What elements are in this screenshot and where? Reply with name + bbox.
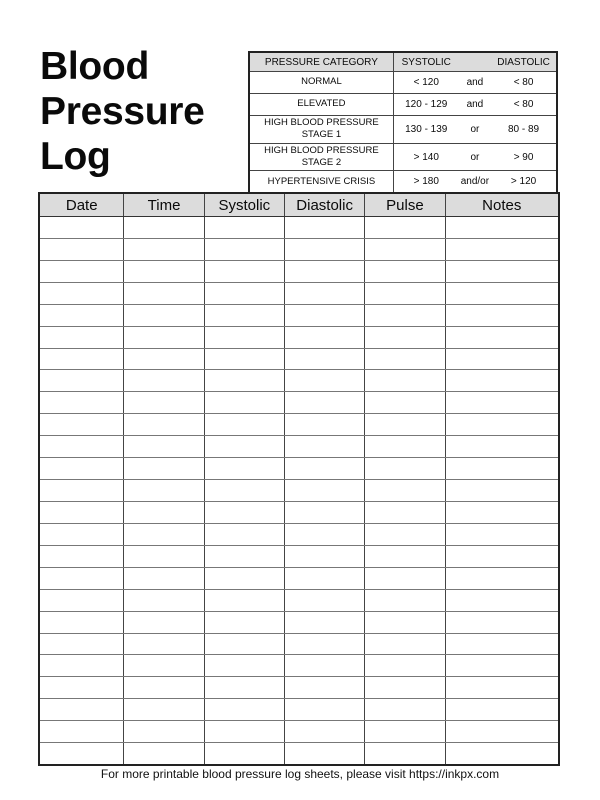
log-cell-notes [446,743,558,764]
log-cell-time [124,721,204,742]
log-cell-pulse [365,677,445,698]
log-row [40,283,558,305]
diastolic-value: 80 - 89 [507,123,540,135]
log-cell-notes [446,327,558,348]
log-cell-notes [446,502,558,523]
log-cell-time [124,239,204,260]
log-cell-systolic [205,458,285,479]
log-cell-date [40,436,124,457]
log-cell-notes [446,458,558,479]
log-cell-systolic [205,634,285,655]
log-cell-time [124,634,204,655]
log-cell-systolic [205,677,285,698]
log-cell-time [124,414,204,435]
log-cell-systolic [205,370,285,391]
log-row [40,568,558,590]
reference-header-values [394,53,556,71]
log-cell-date [40,721,124,742]
log-row [40,546,558,568]
log-cell-diastolic [285,502,365,523]
conjunction-label: or [470,151,480,163]
systolic-value: 130 - 139 [405,123,448,135]
log-cell-date [40,392,124,413]
reference-values [394,72,556,93]
log-cell-systolic [205,590,285,611]
log-cell-notes [446,699,558,720]
log-cell-time [124,524,204,545]
category-cell: HIGH BLOOD PRESSURE STAGE 2 [250,144,394,171]
log-cell-date [40,458,124,479]
log-cell-systolic [205,655,285,676]
log-cell-date [40,699,124,720]
log-cell-diastolic [285,612,365,633]
log-cell-date [40,239,124,260]
log-cell-notes [446,283,558,304]
log-cell-pulse [365,458,445,479]
conjunction-label: and [466,77,484,88]
log-cell-pulse [365,502,445,523]
log-cell-time [124,392,204,413]
log-cell-date [40,349,124,370]
log-cell-notes [446,414,558,435]
log-row [40,392,558,414]
log-cell-notes [446,349,558,370]
log-cell-diastolic [285,480,365,501]
log-cell-diastolic [285,721,365,742]
conjunction-label: or [470,123,480,135]
reference-row [250,143,556,171]
reference-header-row [250,53,556,71]
log-row [40,239,558,261]
log-cell-systolic [205,524,285,545]
log-cell-systolic [205,436,285,457]
log-cell-notes [446,239,558,260]
systolic-value: < 120 [413,77,439,88]
reference-values [394,144,556,171]
log-cell-systolic [205,480,285,501]
log-cell-time [124,370,204,391]
log-row [40,305,558,327]
log-cell-date [40,655,124,676]
diastolic-value: < 80 [513,77,534,88]
reference-row [250,93,556,115]
log-cell-time [124,458,204,479]
log-cell-pulse [365,392,445,413]
log-cell-diastolic [285,568,365,589]
log-cell-notes [446,524,558,545]
log-cell-pulse [365,327,445,348]
log-cell-time [124,327,204,348]
pressure-category-header: PRESSURE CATEGORY [250,53,394,71]
log-row [40,612,558,634]
systolic-value: > 140 [413,151,439,163]
log-cell-time [124,655,204,676]
log-column-header-systolic: Systolic [205,194,285,216]
log-cell-diastolic [285,677,365,698]
log-cell-diastolic [285,283,365,304]
log-cell-date [40,524,124,545]
log-cell-pulse [365,590,445,611]
log-cell-notes [446,261,558,282]
log-cell-notes [446,480,558,501]
log-cell-systolic [205,699,285,720]
log-cell-diastolic [285,655,365,676]
category-cell: NORMAL [250,72,394,93]
category-cell: ELEVATED [250,94,394,115]
log-cell-date [40,305,124,326]
log-column-header-diastolic: Diastolic [285,194,365,216]
log-cell-systolic [205,239,285,260]
log-row [40,655,558,677]
log-cell-systolic [205,283,285,304]
log-cell-date [40,414,124,435]
log-cell-diastolic [285,743,365,764]
log-row [40,502,558,524]
diastolic-value: < 80 [513,99,534,110]
log-row [40,349,558,371]
log-cell-systolic [205,305,285,326]
log-cell-time [124,677,204,698]
log-cell-diastolic [285,590,365,611]
log-row [40,677,558,699]
log-cell-pulse [365,305,445,326]
log-column-header-notes: Notes [482,196,522,214]
log-cell-diastolic [285,239,365,260]
log-cell-date [40,327,124,348]
log-row [40,743,558,764]
reference-values [394,171,556,192]
log-cell-diastolic [285,634,365,655]
log-cell-date [40,634,124,655]
log-row [40,327,558,349]
log-cell-systolic [205,546,285,567]
log-cell-diastolic [285,217,365,238]
log-cell-diastolic [285,458,365,479]
reference-rows [250,71,556,192]
reference-row [250,71,556,93]
log-cell-systolic [205,217,285,238]
log-cell-time [124,283,204,304]
log-cell-systolic [205,414,285,435]
log-cell-pulse [365,239,445,260]
log-cell-diastolic [285,546,365,567]
diastolic-value: > 90 [513,151,534,163]
reference-values [394,94,556,115]
log-cell-pulse [365,349,445,370]
log-header-row [40,194,558,217]
log-cell-time [124,305,204,326]
log-cell-time [124,480,204,501]
log-row [40,261,558,283]
log-cell-date [40,502,124,523]
log-body [40,217,558,764]
log-cell-pulse [365,612,445,633]
log-row [40,480,558,502]
log-cell-diastolic [285,414,365,435]
category-cell: HYPERTENSIVE CRISIS [250,171,394,192]
log-cell-notes [446,370,558,391]
log-column-header-pulse: Pulse [365,194,445,216]
log-cell-systolic [205,349,285,370]
log-cell-date [40,743,124,764]
log-cell-systolic [205,612,285,633]
log-cell-diastolic [285,524,365,545]
log-cell-pulse [365,524,445,545]
log-cell-date [40,217,124,238]
log-cell-notes [446,305,558,326]
diastolic-header: DIASTOLIC [497,56,550,68]
log-row [40,524,558,546]
log-row [40,414,558,436]
log-cell-date [40,283,124,304]
log-cell-pulse [365,568,445,589]
log-cell-time [124,217,204,238]
log-table [38,192,560,766]
log-cell-pulse [365,480,445,501]
log-row [40,721,558,743]
log-cell-date [40,546,124,567]
log-cell-notes [446,568,558,589]
log-cell-time [124,502,204,523]
conjunction-label: and/or [460,176,490,188]
log-row [40,217,558,239]
footer-note: For more printable blood pressure log sheets, please visit https://inkpx.com [100,767,500,781]
log-cell-date [40,261,124,282]
log-cell-time [124,699,204,720]
log-cell-notes [446,590,558,611]
log-cell-date [40,370,124,391]
log-cell-time [124,568,204,589]
log-cell-notes [446,392,558,413]
log-row [40,458,558,480]
log-row [40,699,558,721]
log-cell-time [124,261,204,282]
log-cell-notes [446,634,558,655]
reference-table [248,51,558,194]
log-cell-diastolic [285,261,365,282]
log-cell-pulse [365,743,445,764]
reference-row [250,170,556,192]
category-cell: HIGH BLOOD PRESSURE STAGE 1 [250,116,394,143]
systolic-value: 120 - 129 [405,99,448,110]
log-cell-date [40,612,124,633]
log-cell-time [124,349,204,370]
systolic-header: SYSTOLIC [401,56,451,68]
reference-values [394,116,556,143]
log-cell-diastolic [285,305,365,326]
log-cell-notes [446,612,558,633]
log-cell-diastolic [285,327,365,348]
log-cell-systolic [205,327,285,348]
log-cell-notes [446,721,558,742]
log-cell-diastolic [285,349,365,370]
log-cell-pulse [365,546,445,567]
log-cell-pulse [365,634,445,655]
log-cell-notes [446,217,558,238]
log-cell-notes [446,655,558,676]
log-row [40,370,558,392]
log-cell-pulse [365,370,445,391]
log-column-header-time: Time [124,194,204,216]
log-cell-pulse [365,721,445,742]
log-cell-time [124,612,204,633]
log-cell-pulse [365,261,445,282]
log-cell-notes [446,677,558,698]
log-cell-date [40,677,124,698]
log-cell-systolic [205,392,285,413]
log-cell-date [40,590,124,611]
log-cell-time [124,590,204,611]
reference-row [250,115,556,143]
conjunction-label: and [466,99,484,110]
log-row [40,634,558,656]
log-cell-pulse [365,699,445,720]
log-cell-diastolic [285,370,365,391]
page-title: Blood Pressure Log [40,45,205,178]
log-cell-systolic [205,261,285,282]
log-cell-date [40,568,124,589]
log-cell-diastolic [285,699,365,720]
log-cell-time [124,743,204,764]
log-column-header-date: Date [40,194,124,216]
diastolic-value: > 120 [510,176,537,188]
log-cell-pulse [365,217,445,238]
log-cell-pulse [365,414,445,435]
log-cell-systolic [205,568,285,589]
log-cell-notes [446,436,558,457]
systolic-value: > 180 [413,176,439,188]
log-cell-notes [446,546,558,567]
log-cell-time [124,436,204,457]
log-cell-pulse [365,283,445,304]
log-row [40,590,558,612]
log-cell-systolic [205,721,285,742]
log-cell-pulse [365,436,445,457]
log-cell-systolic [205,743,285,764]
log-row [40,436,558,458]
log-cell-pulse [365,655,445,676]
log-cell-date [40,480,124,501]
log-cell-systolic [205,502,285,523]
log-cell-diastolic [285,392,365,413]
log-cell-diastolic [285,436,365,457]
log-cell-time [124,546,204,567]
